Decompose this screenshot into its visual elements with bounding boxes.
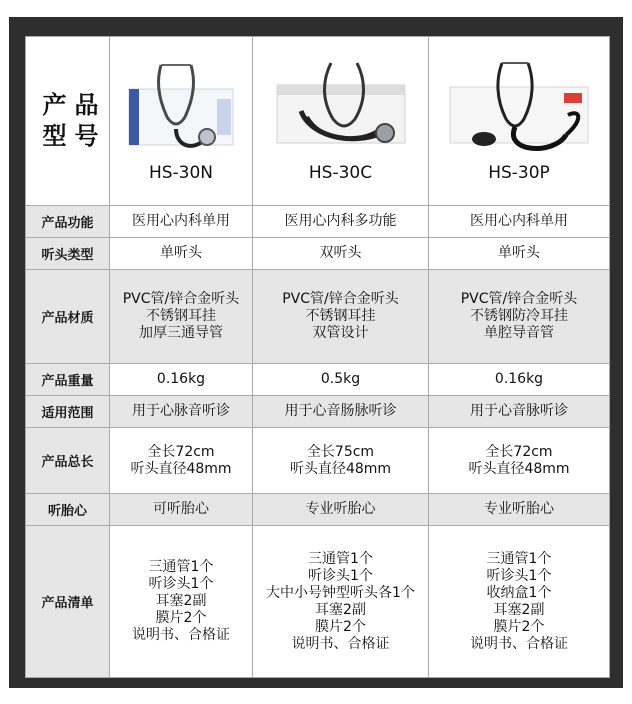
stethoscope-with-box-icon bbox=[121, 59, 241, 159]
spec-row-weight bbox=[26, 364, 610, 396]
value-line: 医用心内科单用 bbox=[132, 213, 230, 229]
spec-value bbox=[253, 238, 429, 270]
value-line: 不锈钢耳挂 bbox=[305, 308, 376, 324]
model-header-cell bbox=[26, 37, 110, 206]
spec-value bbox=[110, 396, 253, 428]
model-name: HS-30P bbox=[488, 163, 550, 183]
spec-row-head-type bbox=[26, 238, 610, 270]
value-line: 全长72cm bbox=[485, 443, 553, 460]
value-line: 医用心内科单用 bbox=[470, 213, 568, 229]
value-line: 耳塞2副 bbox=[315, 601, 366, 618]
value-line: 全长72cm bbox=[147, 443, 215, 460]
spec-value bbox=[253, 396, 429, 428]
value-line: 说明书、合格证 bbox=[132, 627, 230, 643]
row-label: 产品功能 bbox=[26, 206, 110, 238]
value-line: 单听头 bbox=[498, 245, 540, 261]
spec-value bbox=[429, 270, 610, 364]
value-line: 收纳盒1个 bbox=[486, 584, 552, 601]
value-line: 用于心音脉听诊 bbox=[470, 403, 568, 419]
spec-value bbox=[110, 428, 253, 494]
row-label: 产品总长 bbox=[26, 428, 110, 494]
spec-row-scope bbox=[26, 396, 610, 428]
spec-row-package-list bbox=[26, 526, 610, 678]
spec-value bbox=[253, 494, 429, 526]
value-line: 三通管1个 bbox=[148, 559, 214, 575]
value-line: 单听头 bbox=[160, 245, 202, 261]
value-line: 0.5kg bbox=[320, 371, 361, 387]
row-label: 适用范围 bbox=[26, 396, 110, 428]
spec-value bbox=[253, 428, 429, 494]
value-line: 双听头 bbox=[319, 245, 362, 261]
value-line: 听诊头1个 bbox=[486, 567, 552, 584]
value-line: 膜片2个 bbox=[155, 610, 207, 626]
value-line: 双管设计 bbox=[312, 325, 369, 341]
row-label: 听头类型 bbox=[26, 238, 110, 270]
spec-value bbox=[429, 428, 610, 494]
product-cell bbox=[429, 37, 610, 206]
spec-value bbox=[429, 526, 610, 678]
model-name: HS-30N bbox=[148, 163, 214, 183]
row-label: 听胎心 bbox=[26, 494, 110, 526]
value-line: PVC管/锌合金听头 bbox=[282, 291, 399, 307]
row-label: 产品重量 bbox=[26, 364, 110, 396]
header-label-line: 型号 bbox=[42, 122, 107, 150]
value-line: 单腔导音管 bbox=[484, 325, 554, 341]
spec-value bbox=[110, 494, 253, 526]
value-line: 全长75cm bbox=[306, 443, 375, 460]
spec-row-material bbox=[26, 270, 610, 364]
value-line: 说明书、合格证 bbox=[291, 635, 390, 652]
value-line: 0.16kg bbox=[494, 371, 544, 387]
value-line: 不锈钢耳挂 bbox=[146, 308, 216, 324]
value-line: PVC管/锌合金听头 bbox=[460, 291, 578, 307]
value-line: 听头直径48mm bbox=[289, 460, 392, 477]
value-line: 大中小号钟型听头各1个 bbox=[266, 584, 415, 601]
value-line: 用于心脉音听诊 bbox=[132, 403, 230, 419]
value-line: 听诊头1个 bbox=[148, 576, 214, 592]
spec-value bbox=[429, 364, 610, 396]
value-line: 用于心音肠脉听诊 bbox=[284, 403, 397, 419]
spec-value bbox=[110, 270, 253, 364]
model-name: HS-30C bbox=[308, 163, 373, 183]
spec-row-function bbox=[26, 206, 610, 238]
value-line: 膜片2个 bbox=[315, 618, 366, 635]
value-line: 三通管1个 bbox=[308, 550, 373, 567]
value-line: 听头直径48mm bbox=[130, 460, 232, 477]
spec-value bbox=[429, 494, 610, 526]
value-line: 耳塞2副 bbox=[493, 601, 545, 618]
value-line: 膜片2个 bbox=[493, 618, 545, 635]
value-line: 专业听胎心 bbox=[305, 501, 376, 517]
spec-value bbox=[110, 364, 253, 396]
spec-value bbox=[253, 526, 429, 678]
spec-value bbox=[429, 206, 610, 238]
spec-row-length bbox=[26, 428, 610, 494]
value-line: 三通管1个 bbox=[486, 550, 552, 567]
spec-value bbox=[110, 206, 253, 238]
spec-value bbox=[253, 364, 429, 396]
model-row bbox=[26, 37, 610, 206]
product-cell bbox=[253, 37, 429, 206]
row-label: 产品清单 bbox=[26, 526, 110, 678]
value-line: 专业听胎心 bbox=[484, 501, 554, 517]
product-cell bbox=[110, 37, 253, 206]
row-label: 产品材质 bbox=[26, 270, 110, 364]
header-label-line: 产品 bbox=[42, 91, 107, 119]
spec-value bbox=[253, 270, 429, 364]
value-line: 0.16kg bbox=[156, 371, 206, 387]
value-line: 耳塞2副 bbox=[155, 593, 207, 609]
value-line: PVC管/锌合金听头 bbox=[122, 291, 240, 307]
spec-value bbox=[253, 206, 429, 238]
value-line: 加厚三通导管 bbox=[139, 325, 223, 341]
value-line: 医用心内科多功能 bbox=[284, 213, 397, 229]
value-line: 听诊头1个 bbox=[308, 567, 373, 584]
spec-value bbox=[110, 238, 253, 270]
value-line: 不锈钢防冷耳挂 bbox=[470, 308, 568, 324]
value-line: 听头直径48mm bbox=[468, 460, 570, 477]
spec-value bbox=[110, 526, 253, 678]
value-line: 说明书、合格证 bbox=[470, 635, 568, 652]
spec-comparison-table bbox=[25, 36, 610, 678]
stethoscope-with-box-icon bbox=[444, 59, 594, 159]
value-line: 可听胎心 bbox=[153, 501, 209, 517]
spec-value bbox=[429, 396, 610, 428]
spec-value bbox=[429, 238, 610, 270]
spec-row-fetal-heart bbox=[26, 494, 610, 526]
stethoscope-with-box-icon bbox=[271, 59, 411, 159]
